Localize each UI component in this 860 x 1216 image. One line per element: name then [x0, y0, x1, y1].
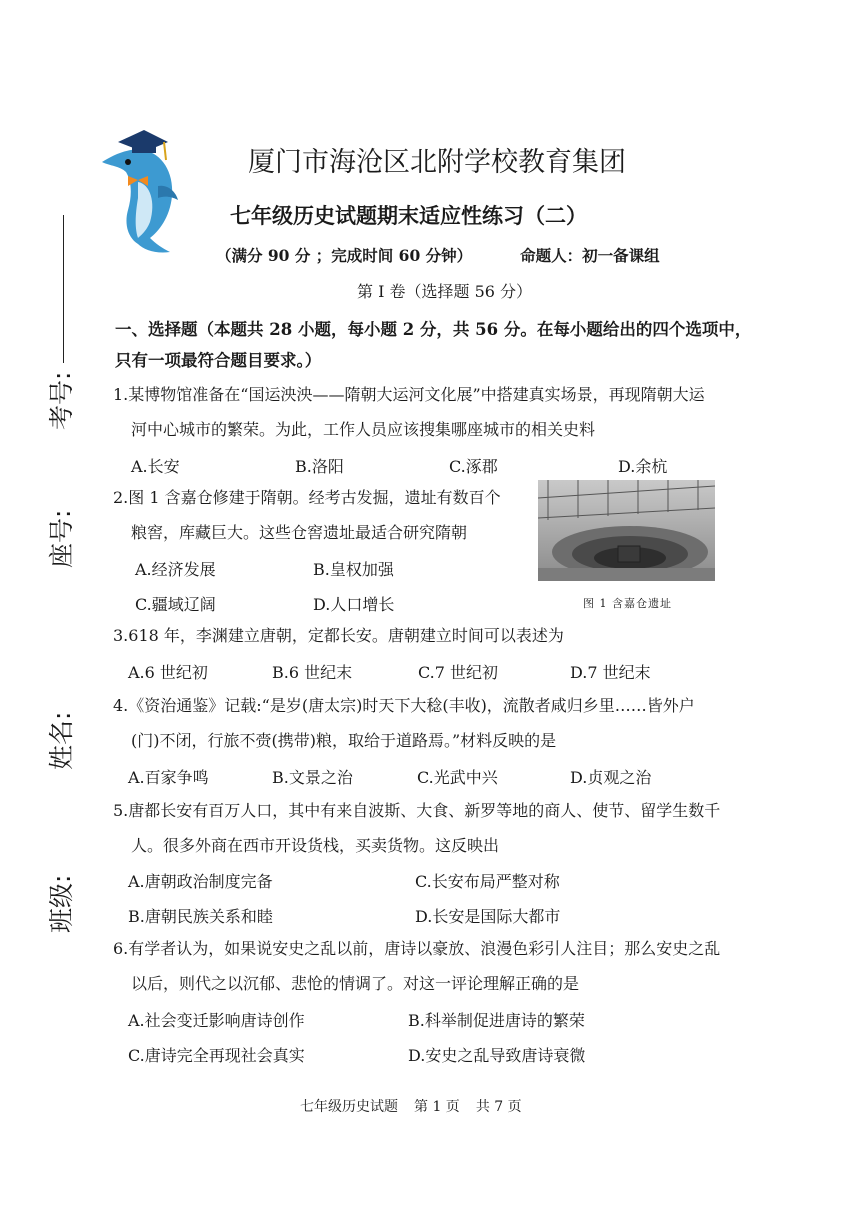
question-5-line-1: 5.唐都长安有百万人口，其中有来自波斯、大食、新罗等地的商人、使节、留学生数千	[113, 801, 721, 820]
figure-1-caption: 图 1 含嘉仓遗址	[583, 597, 672, 610]
question-5-option-b: B.唐朝民族关系和睦	[128, 907, 273, 926]
question-4-line-1: 4.《资治通鉴》记载:“是岁(唐太宗)时天下大稔(丰收)，流散者咸归乡里……皆外户	[113, 696, 695, 715]
question-2-option-a: A.经济发展	[135, 560, 216, 579]
school-title: 厦门市海沧区北附学校教育集团	[248, 147, 626, 178]
footer-title: 七年级历史试题	[300, 1099, 398, 1115]
exam-title: 七年级历史试题期末适应性练习（二）	[230, 203, 587, 228]
question-4-option-a: A.百家争鸣	[128, 768, 209, 787]
question-1-line-1: 1.某博物馆准备在“国运泱泱——隋朝大运河文化展”中搭建真实场景，再现隋朝大运	[113, 385, 705, 404]
volume-heading: 第 I 卷（选择题 56 分）	[357, 282, 533, 301]
seat-number-label: 座号:	[47, 509, 76, 568]
exam-number-label: 考号:	[47, 371, 76, 430]
question-6-line-2: 以后，则代之以沉郁、悲怆的情调了。对这一评论理解正确的是	[131, 974, 580, 993]
question-6-option-d: D.安史之乱导致唐诗衰微	[408, 1046, 586, 1065]
question-2-line-1: 2.图 1 含嘉仓修建于隋朝。经考古发掘，遗址有数百个	[113, 488, 501, 507]
question-6-option-a: A.社会变迁影响唐诗创作	[128, 1011, 305, 1030]
question-3-option-b: B.6 世纪末	[272, 663, 353, 682]
question-1-option-b: B.洛阳	[295, 457, 344, 476]
question-6-option-c: C.唐诗完全再现社会真实	[128, 1046, 305, 1065]
question-2-option-d: D.人口增长	[313, 595, 395, 614]
question-5-option-d: D.长安是国际大都市	[415, 907, 561, 926]
footer-page: 第 1 页	[414, 1099, 460, 1115]
section-line-1: 一、选择题（本题共 28 小题，每小题 2 分，共 56 分。在每小题给出的四个选项中，	[115, 320, 752, 339]
class-label: 班级:	[47, 874, 76, 933]
question-3-line-1: 3.618 年，李渊建立唐朝，定都长安。唐朝建立时间可以表述为	[113, 626, 564, 645]
question-4-line-2: (门)不闭，行旅不赍(携带)粮，取给于道路焉。”材料反映的是	[131, 731, 557, 750]
question-4-option-c: C.光武中兴	[417, 768, 498, 787]
school-logo-dolphin	[98, 126, 190, 258]
question-5-option-a: A.唐朝政治制度完备	[128, 872, 273, 891]
section-line-2: 只有一项最符合题目要求。）	[115, 351, 322, 370]
question-3-option-c: C.7 世纪初	[418, 663, 499, 682]
question-4-option-b: B.文景之治	[272, 768, 353, 787]
score-time: （满分 90 分 ；完成时间 60 分钟）	[216, 246, 473, 265]
question-6-option-b: B.科举制促进唐诗的繁荣	[408, 1011, 585, 1030]
author: 命题人：初一备课组	[520, 246, 660, 265]
question-3-option-d: D.7 世纪末	[570, 663, 651, 682]
question-1-option-c: C.涿郡	[449, 457, 498, 476]
binding-line	[63, 215, 64, 363]
question-2-option-c: C.疆域辽阔	[135, 595, 216, 614]
granary-ruins-photo	[538, 480, 715, 581]
page-footer	[300, 1096, 538, 1116]
question-2-line-2: 粮窖，库藏巨大。这些仓窖遗址最适合研究隋朝	[131, 523, 468, 542]
footer-total: 共 7 页	[475, 1099, 522, 1115]
section-instructions	[115, 314, 755, 376]
question-6-line-1: 6.有学者认为，如果说安史之乱以前，唐诗以豪放、浪漫色彩引人注目；那么安史之乱	[113, 939, 721, 958]
question-1-option-d: D.余杭	[618, 457, 668, 476]
question-5-option-c: C.长安布局严整对称	[415, 872, 560, 891]
question-3-option-a: A.6 世纪初	[128, 663, 208, 682]
question-1-line-2: 河中心城市的繁荣。为此，工作人员应该搜集哪座城市的相关史料	[131, 420, 596, 439]
question-2-option-b: B.皇权加强	[313, 560, 394, 579]
name-label: 姓名:	[47, 711, 76, 770]
exam-meta	[216, 244, 660, 266]
question-1-option-a: A.长安	[131, 457, 180, 476]
question-5-line-2: 人。很多外商在西市开设货栈，买卖货物。这反映出	[131, 836, 500, 855]
question-4-option-d: D.贞观之治	[570, 768, 652, 787]
